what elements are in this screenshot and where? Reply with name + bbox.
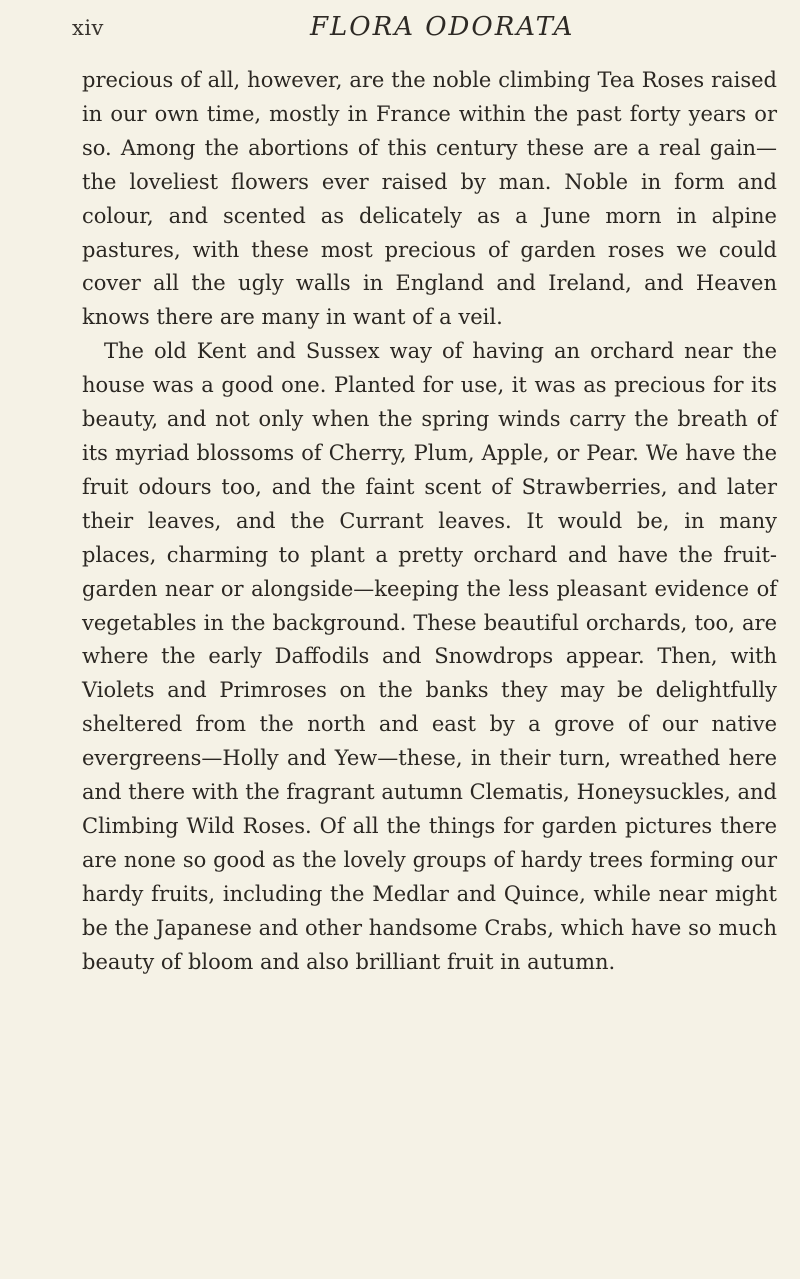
paragraph-continued: precious of all, however, are the noble climbing Tea Roses raised in our own time, mostly in France within the past forty years or so. Among the abortions of this century these are a real gain—the loveliest flowers ever raised by man. Noble in form and colour, and scented as delicately as a June morn in alpine pastures, with these most precious of garden roses we could cover all the ugly walls in England and Ireland, and Heaven knows there are many in want of a veil.	[82, 68, 777, 330]
running-title: FLORA ODORATA	[310, 12, 575, 42]
running-head	[72, 12, 772, 52]
paragraph-orchard: The old Kent and Sussex way of having an orchard near the house was a good one. Planted for use, it was as precious for its beauty, and not only when the spring winds carry the breath of its myriad blossoms of Cherry, Plum, Apple, or Pear. We have the fruit odours too, and the faint scent of Strawberries, and later their leaves, and the Currant leaves. It would be, in many places, charming to plant a pretty orchard and have the fruit-garden near or alongside—keeping the less pleasant evidence of vegetables in the background. These beautiful orchards, too, are where the early Daffodils and Snowdrops appear. Then, with Violets and Primroses on the banks they may be delightfully sheltered from the north and east by a grove of our native evergreens—Holly and Yew—these, in their turn, wreathed here and there with the fragrant autumn Clematis, Honeysuckles, and Climbing Wild Roses. Of all the things for garden pictures there are none so good as the lovely groups of hardy trees forming our hardy fruits, including the Medlar and Quince, while near might be the Japanese and other handsome Crabs, which have so much beauty of bloom and also brilliant fruit in autumn.	[82, 339, 777, 974]
page-number: xiv	[72, 16, 104, 40]
body-text	[82, 64, 777, 979]
